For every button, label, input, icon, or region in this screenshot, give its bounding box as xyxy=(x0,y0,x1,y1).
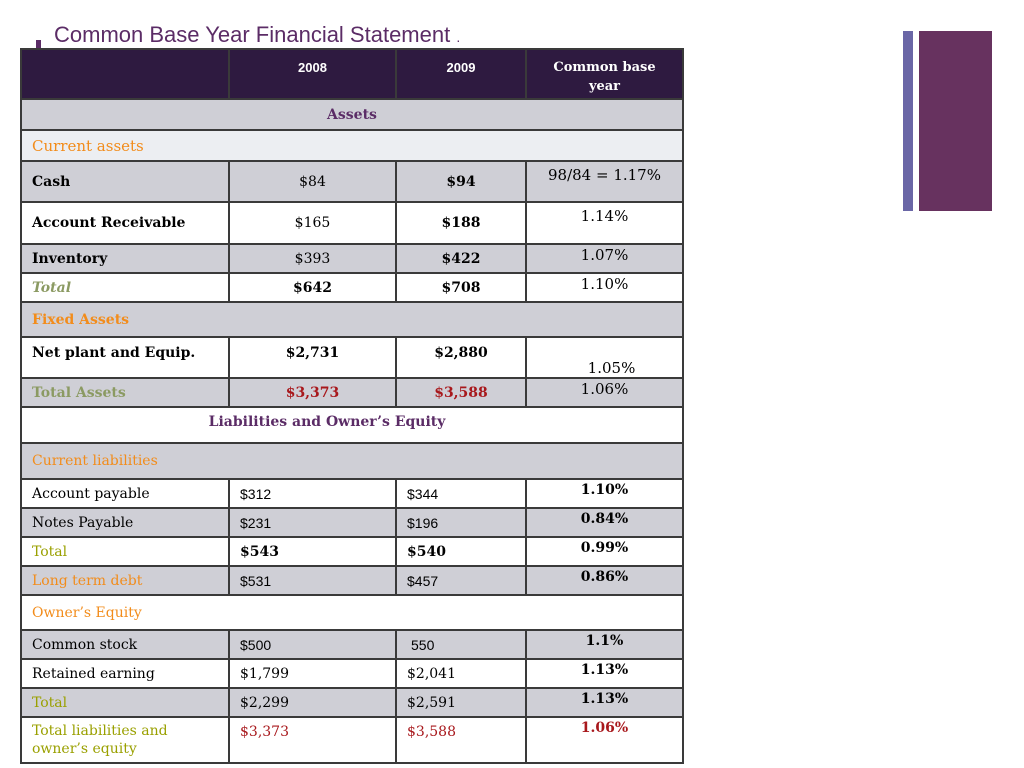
row-label: Net plant and Equip. xyxy=(21,337,229,378)
cell-base: 1.10% xyxy=(526,479,683,508)
cell-base: 1.13% xyxy=(526,688,683,717)
table-row-cash xyxy=(21,161,683,202)
table-row-notes-payable xyxy=(21,508,683,537)
row-label: Retained earning xyxy=(21,659,229,688)
cell-2008: $531 xyxy=(229,566,396,595)
cell-base: 0.84% xyxy=(526,508,683,537)
header-col-base: Common base year xyxy=(526,49,683,99)
row-label: Long term debt xyxy=(21,566,229,595)
section-row-liabilities xyxy=(21,407,683,443)
cell-base: 0.99% xyxy=(526,537,683,566)
row-label: Notes Payable xyxy=(21,508,229,537)
header-col-2009: 2009 xyxy=(396,49,526,99)
cell-base: 1.13% xyxy=(526,659,683,688)
cell-base: 1.14% xyxy=(526,202,683,244)
cell-2009: $188 xyxy=(396,202,526,244)
cell-2008: $84 xyxy=(229,161,396,202)
cell-2009: $344 xyxy=(396,479,526,508)
cell-base: 1.07% xyxy=(526,244,683,273)
table-row-total-liabilities xyxy=(21,717,683,763)
liabilities-heading: Liabilities and Owner’s Equity xyxy=(21,407,683,443)
section-row-assets xyxy=(21,99,683,130)
table-row-total-assets xyxy=(21,378,683,407)
table-row-net-plant xyxy=(21,337,683,378)
section-row-current-liabilities xyxy=(21,443,683,479)
table-row-common-stock xyxy=(21,630,683,659)
row-label: Total liabilities and owner’s equity xyxy=(21,717,229,763)
row-label: Cash xyxy=(21,161,229,202)
section-row-current-assets xyxy=(21,130,683,161)
cell-2009: $422 xyxy=(396,244,526,273)
cell-2008: $3,373 xyxy=(229,717,396,763)
header-col-2008: 2008 xyxy=(229,49,396,99)
cell-2009: $2,041 xyxy=(396,659,526,688)
cell-base: 1.06% xyxy=(526,378,683,407)
cell-2008: $3,373 xyxy=(229,378,396,407)
row-label: Account Receivable xyxy=(21,202,229,244)
cell-2009: $2,591 xyxy=(396,688,526,717)
page-title: Common Base Year Financial Statement . xyxy=(54,22,461,47)
table-row-account-payable xyxy=(21,479,683,508)
header-row xyxy=(21,49,683,99)
cell-2008: $2,731 xyxy=(229,337,396,378)
cell-base: 0.86% xyxy=(526,566,683,595)
row-label: Common stock xyxy=(21,630,229,659)
cell-2008: $165 xyxy=(229,202,396,244)
cell-2008: $312 xyxy=(229,479,396,508)
current-assets-heading: Current assets xyxy=(21,130,683,161)
row-label: Total Assets xyxy=(21,378,229,407)
decorative-bar-thick xyxy=(919,31,992,211)
table-row-receivable xyxy=(21,202,683,244)
row-label: Inventory xyxy=(21,244,229,273)
owners-equity-heading: Owner’s Equity xyxy=(21,595,683,630)
section-row-owners-equity xyxy=(21,595,683,630)
cell-base: 1.10% xyxy=(526,273,683,302)
cell-2008: $231 xyxy=(229,508,396,537)
cell-2009: $196 xyxy=(396,508,526,537)
table-row-inventory xyxy=(21,244,683,273)
cell-2009: 550 xyxy=(396,630,526,659)
table-row-retained-earning xyxy=(21,659,683,688)
cell-2009: $540 xyxy=(396,537,526,566)
cell-base: 98/84 = 1.17% xyxy=(526,161,683,202)
cell-base: 1.06% xyxy=(526,717,683,763)
cell-2009: $94 xyxy=(396,161,526,202)
row-label: Total xyxy=(21,273,229,302)
row-label: Account payable xyxy=(21,479,229,508)
cell-2008: $543 xyxy=(229,537,396,566)
cell-base: 1.1% xyxy=(526,630,683,659)
cell-2009: $3,588 xyxy=(396,378,526,407)
current-liabilities-heading: Current liabilities xyxy=(21,443,683,479)
table-row-liabilities-total xyxy=(21,537,683,566)
row-label: Total xyxy=(21,537,229,566)
cell-2008: $393 xyxy=(229,244,396,273)
cell-2008: $500 xyxy=(229,630,396,659)
assets-heading: Assets xyxy=(21,99,683,130)
cell-2009: $2,880 xyxy=(396,337,526,378)
cell-2009: $457 xyxy=(396,566,526,595)
cell-2009: $3,588 xyxy=(396,717,526,763)
row-label: Total xyxy=(21,688,229,717)
section-row-fixed-assets xyxy=(21,302,683,337)
cell-base: 1.05% xyxy=(526,337,683,378)
cell-2008: $1,799 xyxy=(229,659,396,688)
header-col-label xyxy=(21,49,229,99)
cell-2009: $708 xyxy=(396,273,526,302)
table-row-equity-total xyxy=(21,688,683,717)
decorative-bar-thin xyxy=(903,31,913,211)
cell-2008: $2,299 xyxy=(229,688,396,717)
fixed-assets-heading: Fixed Assets xyxy=(21,302,683,337)
cell-2008: $642 xyxy=(229,273,396,302)
table-row-current-total xyxy=(21,273,683,302)
financial-statement-table xyxy=(20,48,684,764)
table-row-long-term-debt xyxy=(21,566,683,595)
